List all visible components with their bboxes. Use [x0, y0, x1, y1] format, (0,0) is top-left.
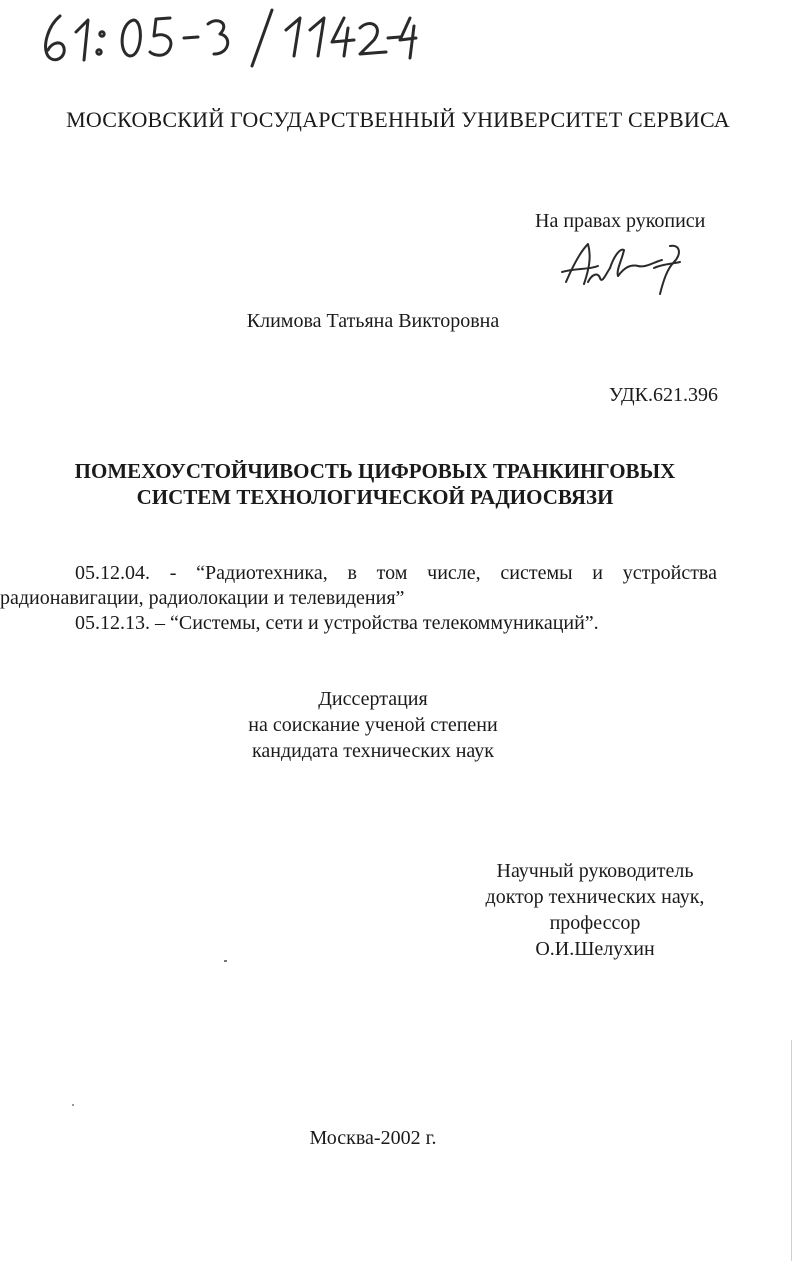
- dissertation-title: [40, 458, 710, 510]
- supervisor-degree: доктор технических наук,: [485, 886, 705, 908]
- handwritten-signature: [558, 238, 688, 296]
- supervisor-role: Научный руководитель: [496, 860, 694, 882]
- specialty-1-line-1: 05.12.04. - “Радиотехника, в том числе, системы и устройства: [75, 562, 717, 584]
- supervisor-name: О.И.Шелухин: [535, 938, 655, 960]
- manuscript-rights-note: На правах рукописи: [535, 210, 706, 232]
- scan-speck: [224, 960, 227, 962]
- specialty-2: 05.12.13. – “Системы, сети и устройства телекоммуникаций”.: [75, 612, 599, 634]
- handwritten-catalog-code: [38, 6, 418, 68]
- degree-statement: [0, 686, 746, 764]
- scan-speck: [72, 1104, 74, 1106]
- university-name: МОСКОВСКИЙ ГОСУДАРСТВЕННЫЙ УНИВЕРСИТЕТ СЕРВИСА: [66, 107, 730, 132]
- author-name: Климова Татьяна Викторовна: [246, 310, 500, 332]
- supervisor-rank: профессор: [549, 912, 641, 934]
- scan-edge-line: [791, 1040, 792, 1261]
- degree-line-2: на соискание ученой степени: [248, 714, 498, 736]
- specialty-codes: [0, 561, 717, 636]
- scientific-supervisor: [440, 858, 750, 962]
- degree-line-3: кандидата технических наук: [251, 740, 495, 762]
- specialty-1-line-2: радионавигации, радиолокации и телевидения”: [0, 587, 405, 609]
- title-line-2: СИСТЕМ ТЕХНОЛОГИЧЕСКОЙ РАДИОСВЯЗИ: [136, 485, 614, 509]
- title-line-1: ПОМЕХОУСТОЙЧИВОСТЬ ЦИФРОВЫХ ТРАНКИНГОВЫХ: [74, 459, 676, 483]
- city-and-year: Москва-2002 г.: [309, 1127, 437, 1149]
- degree-line-1: Диссертация: [318, 688, 428, 710]
- udk-code: УДК.621.396: [608, 384, 718, 406]
